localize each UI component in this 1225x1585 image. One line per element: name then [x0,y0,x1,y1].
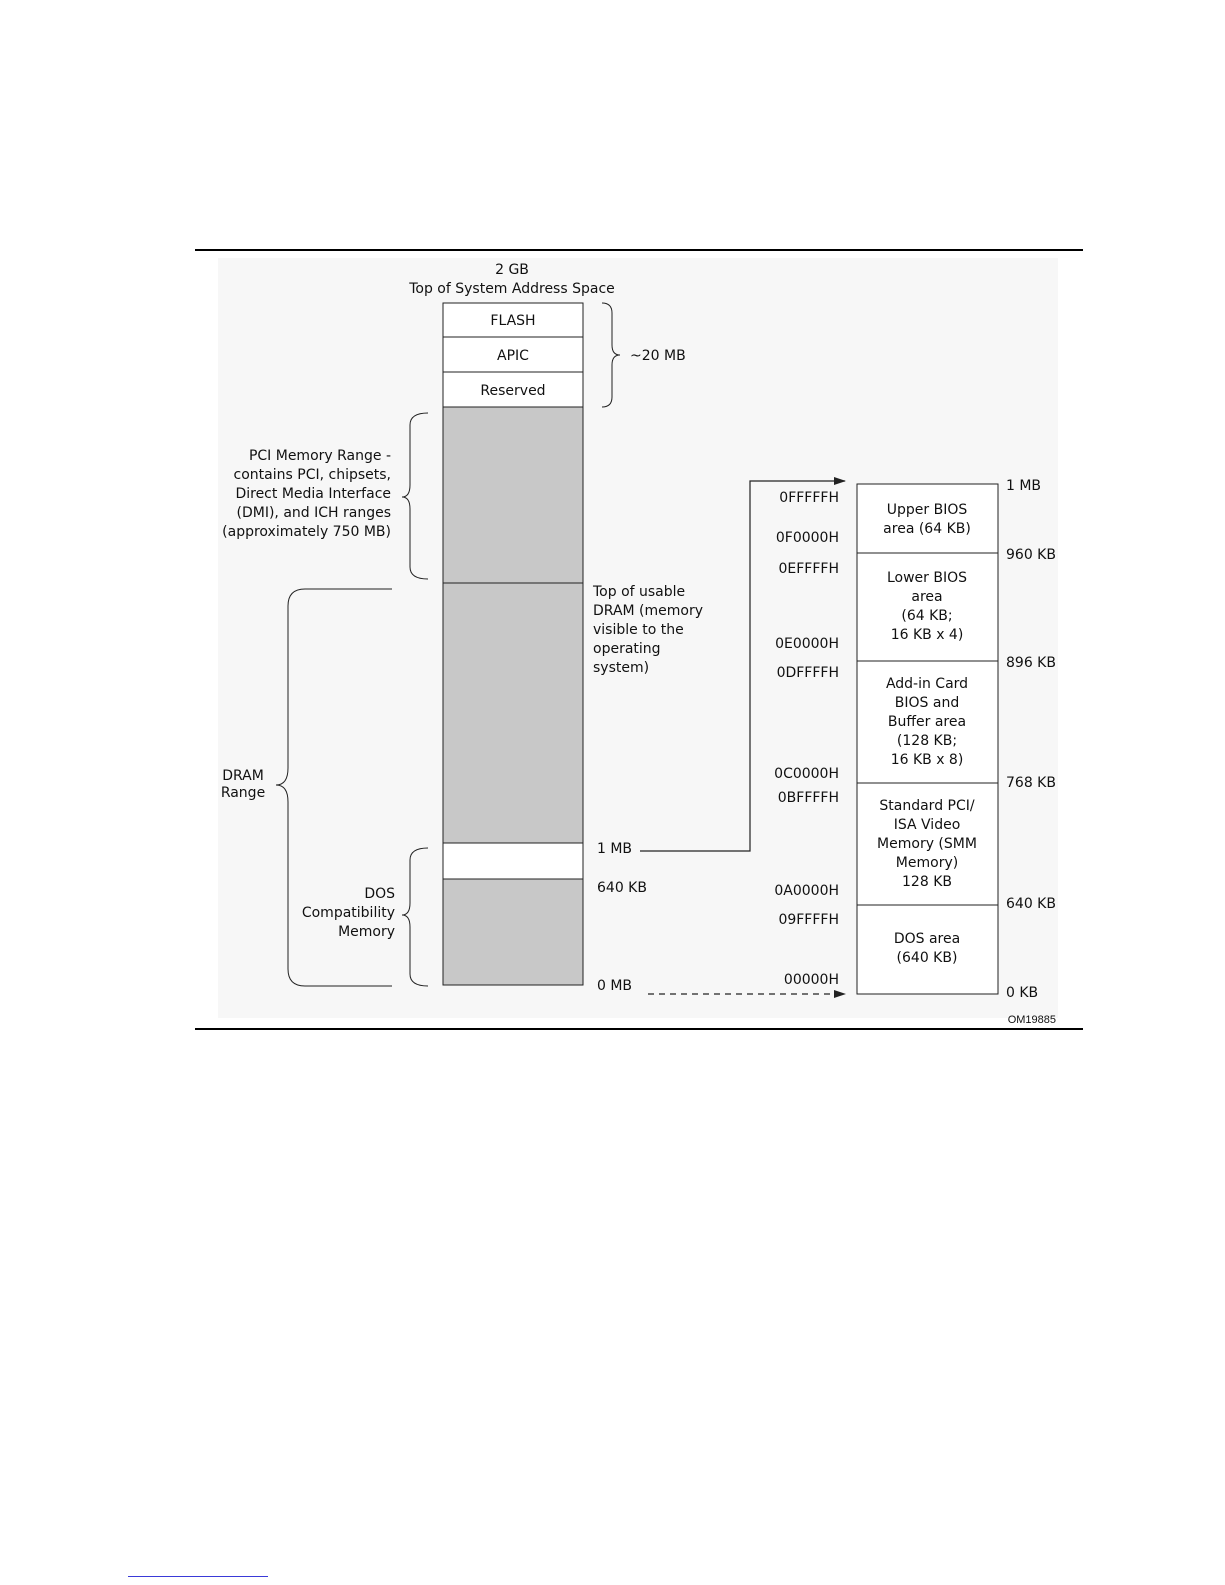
region-2-line-1: BIOS and [894,695,960,711]
addr-0c0000h: 0C0000H [774,766,839,782]
region-1-line-0: Lower BIOS [886,570,968,586]
dos-label-line-1: DOS [364,886,395,902]
addr-0f0000h: 0F0000H [775,530,839,546]
usable-label-line-5: system) [593,660,650,676]
addr-0effffh: 0EFFFFH [778,561,839,577]
region-4-line-0: DOS area [893,931,961,947]
region-2-line-3: (128 KB; [896,733,958,749]
apic-label: APIC [497,348,529,364]
addr-0dffffh: 0DFFFFH [776,665,839,681]
region-1-line-2: (64 KB; [901,608,953,624]
size-640kb: 640 KB [1006,896,1056,912]
dos-label-line-2: Compatibility [301,905,395,921]
pci-label-line-3: Direct Media Interface [235,486,391,502]
region-3-line-3: Memory) [895,855,959,871]
addr-09ffffh: 09FFFFH [778,912,839,928]
region-3-line-4: 128 KB [902,874,952,890]
addr-0fffffh: 0FFFFFH [779,490,839,506]
region-0-line-1: area (64 KB) [883,521,971,537]
usable-dram-block [443,583,583,843]
size-960kb: 960 KB [1006,547,1056,563]
dos-label-line-3: Memory [338,924,395,940]
upper-bios-box [857,484,998,553]
usable-label-line-3: visible to the [593,622,684,638]
region-4-line-1: (640 KB) [896,950,958,966]
addr-0e0000h: 0E0000H [775,636,839,652]
footnote-separator [128,1576,268,1577]
usable-label-line-2: DRAM (memory [593,603,704,619]
region-1-line-1: area [911,589,943,605]
usable-label-line-4: operating [593,641,661,657]
size-768kb: 768 KB [1006,775,1056,791]
pci-label-line-1: PCI Memory Range - [248,448,391,464]
mark-0mb: 0 MB [597,978,633,994]
flash-label: FLASH [490,313,536,329]
top-address-label: 2 GB [495,262,529,278]
figure-id: OM19885 [1007,1014,1056,1026]
dos-memory-block [443,879,583,985]
size-1mb: 1 MB [1006,478,1042,494]
region-3-line-1: ISA Video [893,817,961,833]
mark-640kb: 640 KB [597,880,647,896]
top-brace-label: ~20 MB [630,348,686,364]
region-2-line-2: Buffer area [887,714,967,730]
size-0kb: 0 KB [1006,985,1039,1001]
region-3-line-2: Memory (SMM [877,836,977,852]
region-2-line-0: Add-in Card [885,676,969,692]
usable-label-line-1: Top of usable [593,584,686,600]
reserved-label: Reserved [480,383,546,399]
dram-label-line-1: DRAM [222,768,264,784]
dram-label-line-2: Range [220,785,266,801]
region-1-line-3: 16 KB x 4) [890,627,964,643]
pci-label-line-4: (DMI), and ICH ranges [236,505,391,521]
region-3-line-0: Standard PCI/ [879,798,975,814]
upper-memory-block [443,843,583,879]
pci-label-line-2: contains PCI, chipsets, [233,467,391,483]
region-0-line-0: Upper BIOS [886,502,968,518]
mark-1mb: 1 MB [597,841,633,857]
region-2-line-4: 16 KB x 8) [890,752,964,768]
size-896kb: 896 KB [1006,655,1056,671]
pci-memory-block [443,407,583,583]
addr-0a0000h: 0A0000H [774,883,839,899]
top-address-sublabel: Top of System Address Space [409,281,615,297]
addr-0bffffh: 0BFFFFH [777,790,839,806]
addr-00000h: 00000H [783,972,839,988]
pci-label-line-5: (approximately 750 MB) [222,524,391,540]
